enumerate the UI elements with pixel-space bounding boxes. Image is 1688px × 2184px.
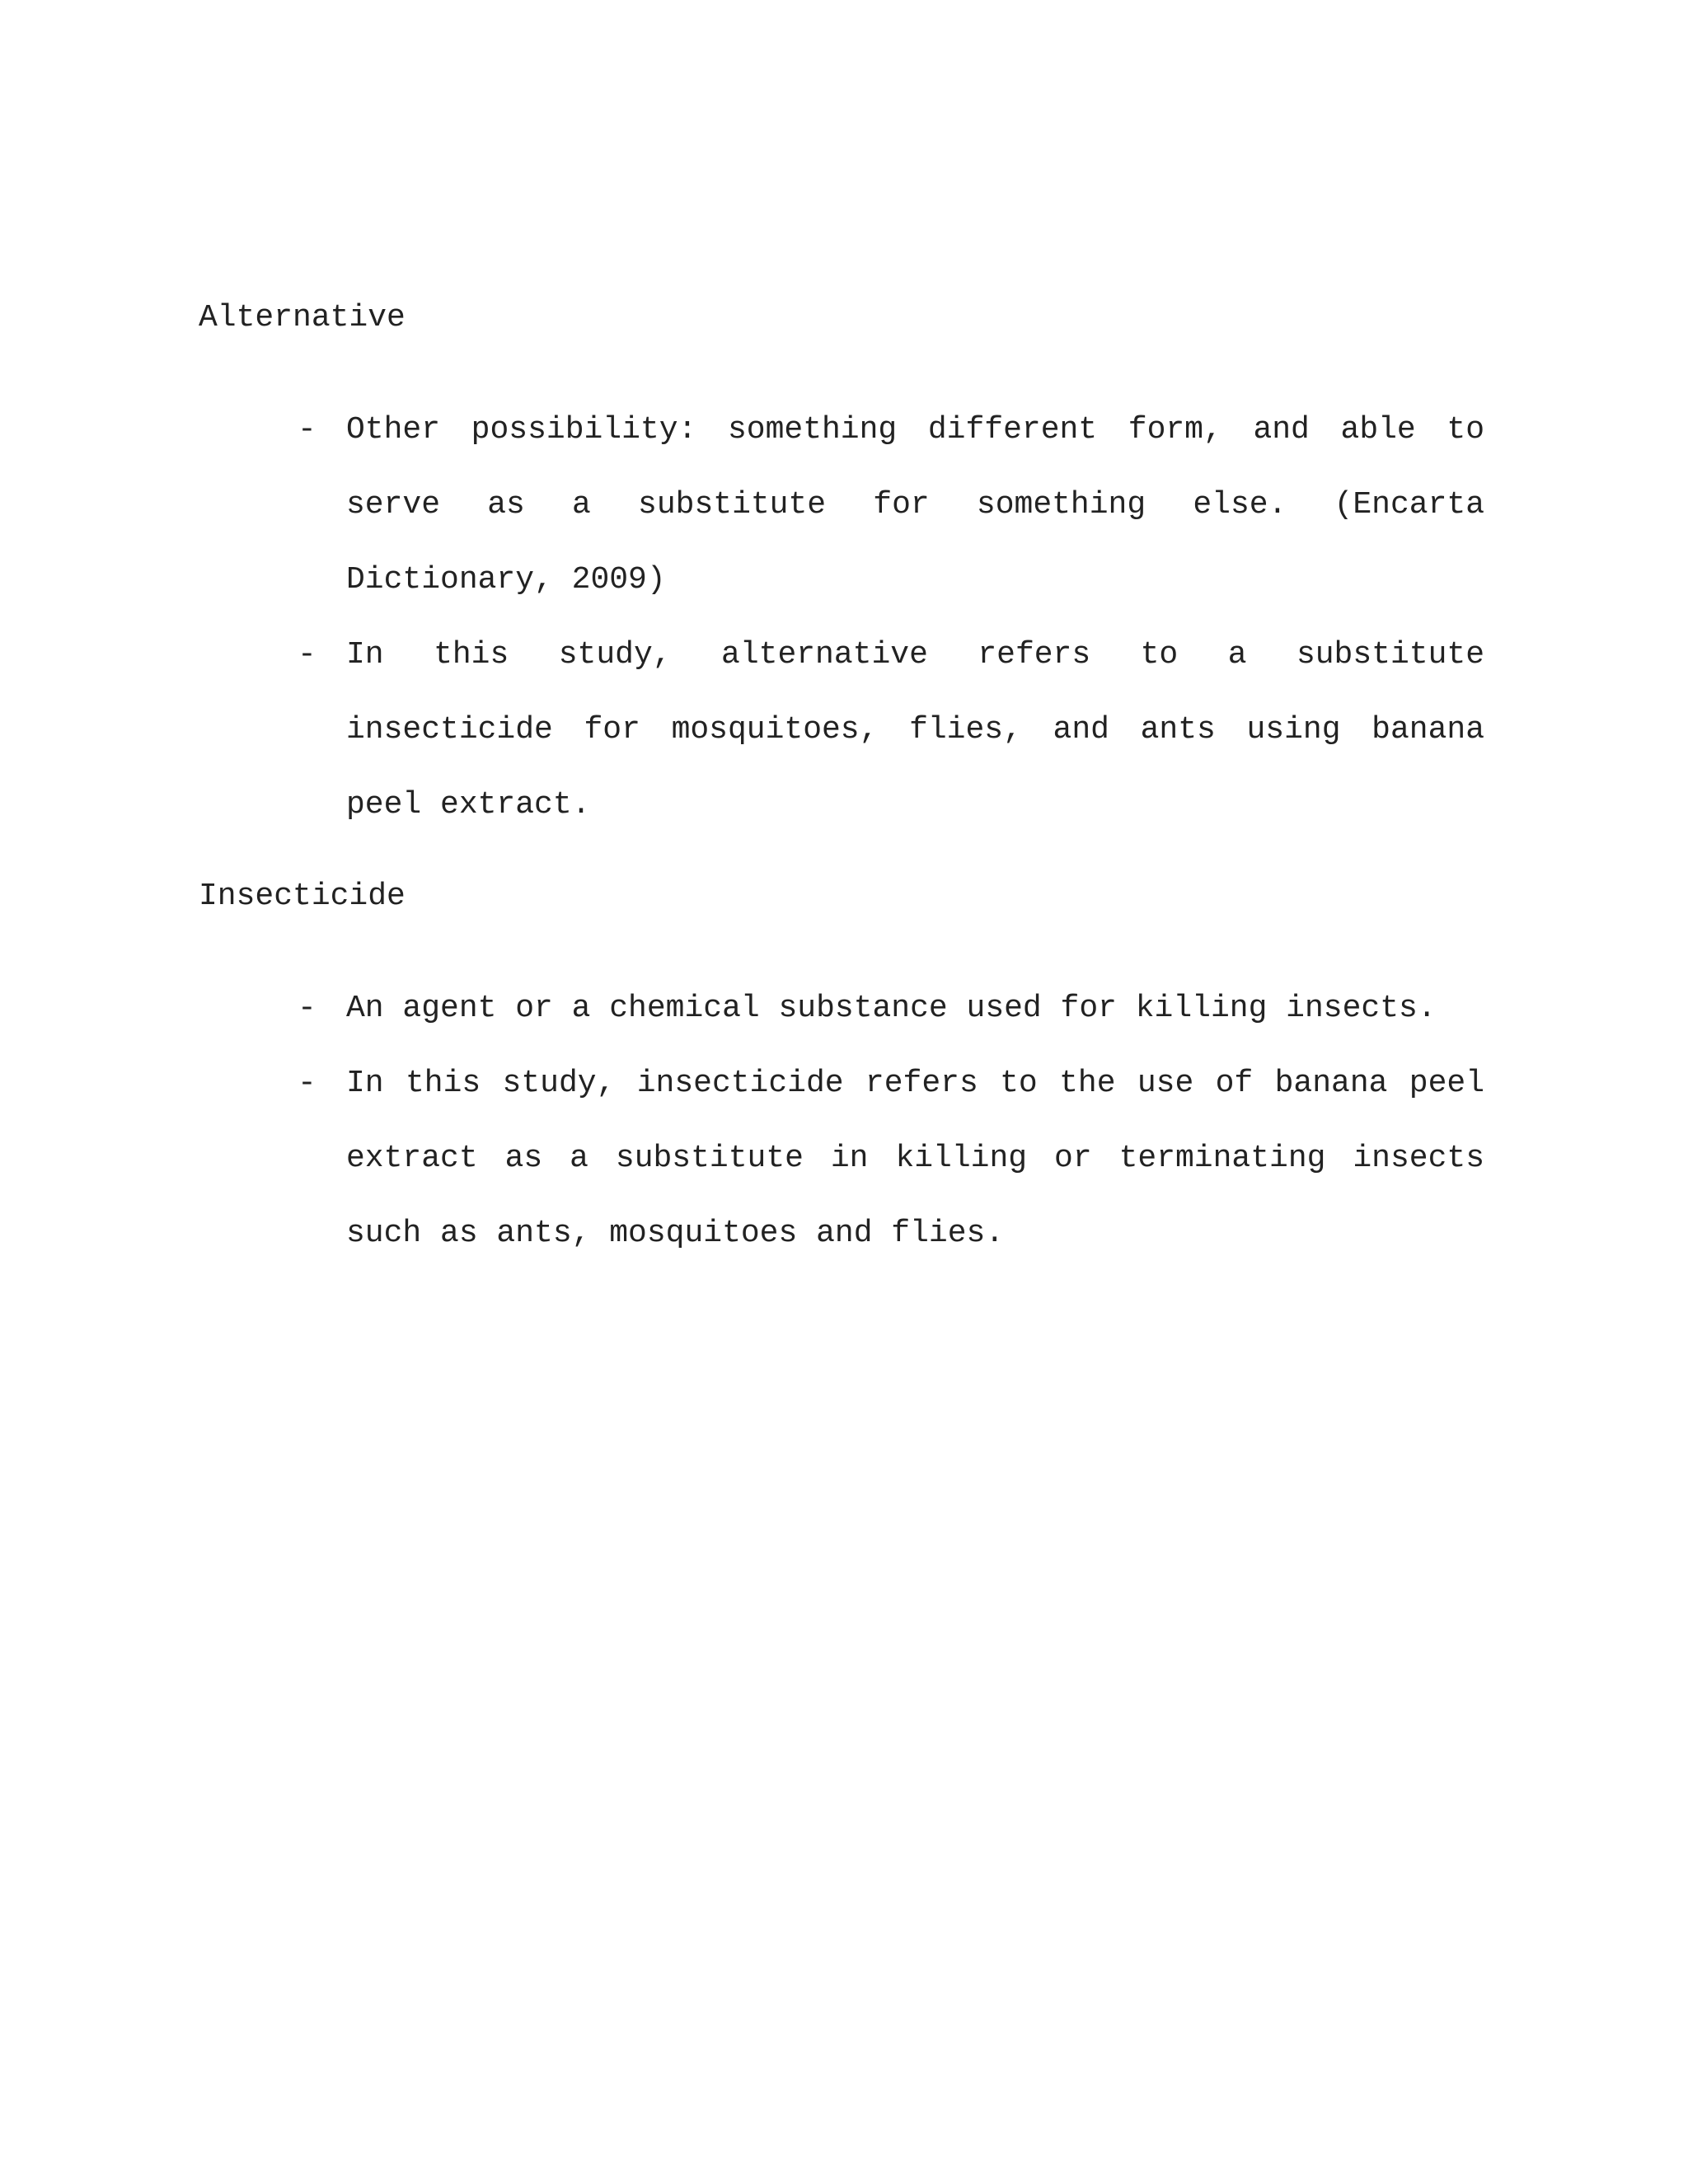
definition-list — [199, 392, 1484, 842]
definition-text: In this study, alternative refers to a substitute insecticide for mosquitoes, flies, and ants using banana peel extract. — [346, 637, 1484, 823]
definition-text: An agent or a chemical substance used for killing insects. — [346, 991, 1437, 1026]
definition-item — [199, 1046, 1484, 1271]
definition-text: Other possibility: something different form, and able to serve as a substitute for something else. (Encarta Dictionary, 2009) — [346, 412, 1484, 598]
document-content — [199, 290, 1484, 1271]
dash-bullet: - — [298, 637, 316, 673]
dash-bullet: - — [298, 412, 316, 448]
definition-item — [199, 971, 1484, 1046]
dash-bullet: - — [298, 1066, 316, 1101]
definition-list — [199, 971, 1484, 1271]
definition-item — [199, 617, 1484, 842]
definition-text: In this study, insecticide refers to the use of banana peel extract as a substitute in killing or terminating insects such as ants, mosquitoes and flies. — [346, 1066, 1484, 1251]
term-heading: Insecticide — [199, 879, 406, 914]
definition-section-insecticide — [199, 869, 1484, 1271]
definition-section-alternative — [199, 290, 1484, 842]
dash-bullet: - — [298, 991, 316, 1026]
term-heading: Alternative — [199, 300, 406, 335]
definition-item — [199, 392, 1484, 617]
